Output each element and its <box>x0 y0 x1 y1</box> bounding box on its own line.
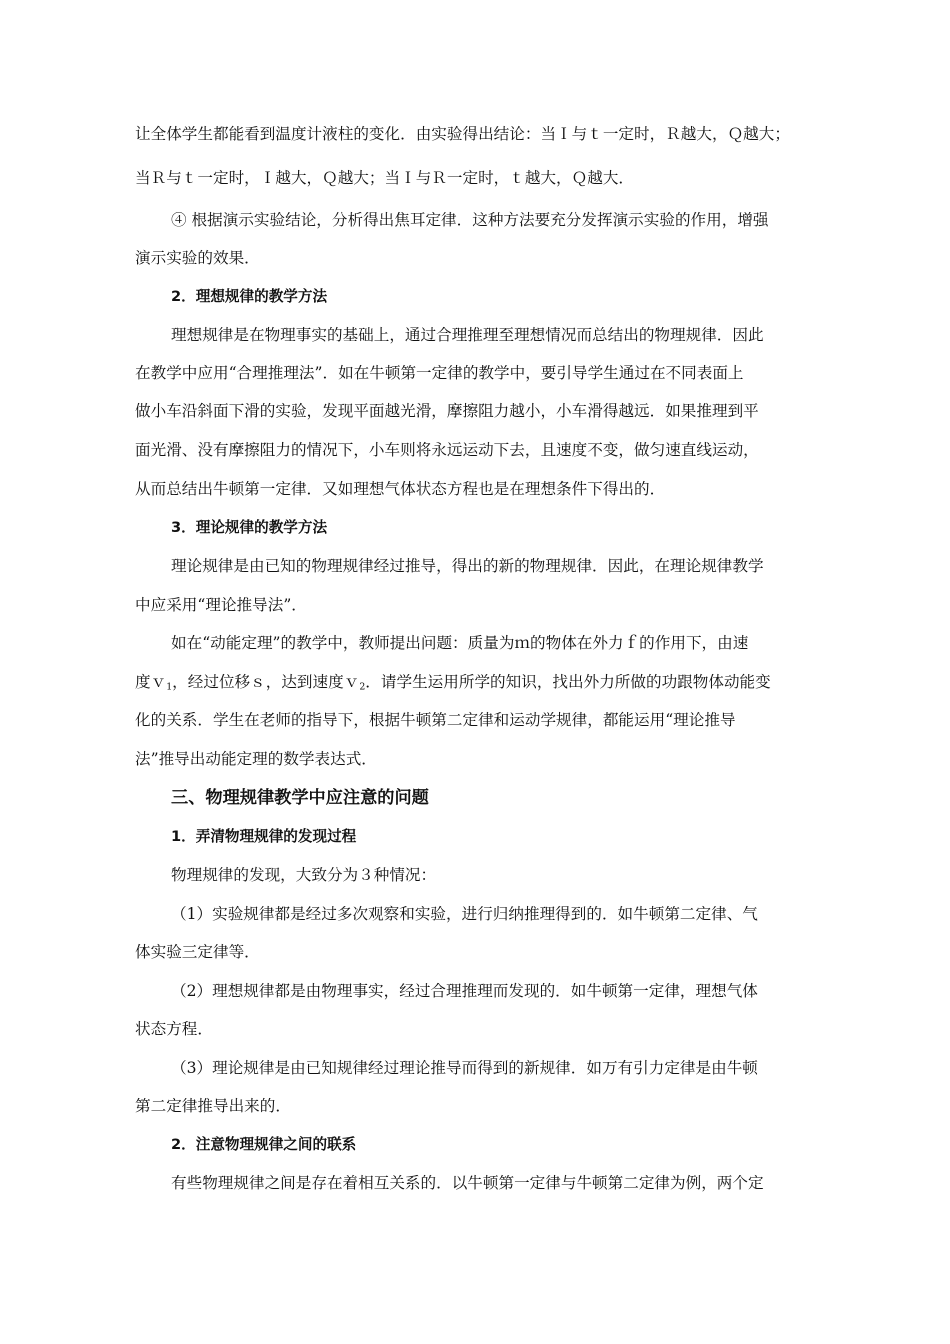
section-heading: 2．理想规律的教学方法 <box>171 288 328 305</box>
body-text-line: （1）实验规律都是经过多次观察和实验，进行归纳推理得到的．如牛顿第二定律、气 <box>171 905 758 923</box>
body-text-line: 演示实验的效果． <box>135 249 260 267</box>
body-text-line: ④ 根据演示实验结论，分析得出焦耳定律．这种方法要充分发挥演示实验的作用，增强 <box>171 211 769 229</box>
chapter-heading: 三、物理规律教学中应注意的问题 <box>171 788 429 808</box>
text-run: ．请学生运用所学的知识，找出外力所做的功跟物体动能变 <box>365 673 771 691</box>
body-text-line: 法”推导出动能定理的数学表达式． <box>135 750 377 768</box>
body-text-line: 在教学中应用“合理推理法”．如在牛顿第一定律的教学中，要引导学生通过在不同表面上 <box>135 364 744 382</box>
body-text-line: 物理规律的发现，大致分为３种情况： <box>171 866 437 884</box>
body-text-line: 状态方程． <box>135 1020 213 1038</box>
body-text-line <box>135 672 771 697</box>
body-text-line: 理想规律是在物理事实的基础上，通过合理推理至理想情况而总结出的物理规律．因此 <box>171 326 764 344</box>
text-run: 度ｖ <box>135 673 167 691</box>
body-text-line: 当Ｒ与ｔ一定时，Ｉ越大，Ｑ越大；当Ｉ与Ｒ一定时，ｔ越大，Ｑ越大． <box>135 169 635 187</box>
body-text-line: （2）理想规律都是由物理事实，经过合理推理而发现的．如牛顿第一定律，理想气体 <box>171 982 758 1000</box>
body-text-line: （3）理论规律是由已知规律经过理论推导而得到的新规律．如万有引力定律是由牛顿 <box>171 1059 758 1077</box>
body-text-line: 从而总结出牛顿第一定律．又如理想气体状态方程也是在理想条件下得出的． <box>135 480 666 498</box>
body-text-line: 面光滑、没有摩擦阻力的情况下，小车则将永远运动下去，且速度不变，做匀速直线运动， <box>135 441 759 459</box>
body-text-line: 理论规律是由已知的物理规律经过推导，得出的新的物理规律．因此，在理论规律教学 <box>171 557 764 575</box>
section-heading: 1．弄清物理规律的发现过程 <box>171 828 357 845</box>
body-text-line: 第二定律推导出来的． <box>135 1097 291 1115</box>
subscript: 1 <box>166 681 173 693</box>
body-text-line: 中应采用“理论推导法”． <box>135 596 307 614</box>
body-text-line: 化的关系．学生在老师的指导下，根据牛顿第二定律和运动学规律，都能运用“理论推导 <box>135 711 736 729</box>
section-heading: 2．注意物理规律之间的联系 <box>171 1136 357 1153</box>
text-run: ，经过位移ｓ，达到速度ｖ <box>172 673 360 691</box>
section-heading: 3．理论规律的教学方法 <box>171 519 328 536</box>
body-text-line: 做小车沿斜面下滑的实验，发现平面越光滑，摩擦阻力越小，小车滑得越远．如果推理到平 <box>135 402 759 420</box>
body-text-line: 体实验三定律等． <box>135 943 260 961</box>
body-text-line: 有些物理规律之间是存在着相互关系的．以牛顿第一定律与牛顿第二定律为例，两个定 <box>171 1174 764 1192</box>
subscript: 2 <box>359 681 366 693</box>
body-text-line: 让全体学生都能看到温度计液柱的变化．由实验得出结论：当Ｉ与ｔ一定时，Ｒ越大，Ｑ越大； <box>135 125 790 143</box>
body-text-line: 如在“动能定理”的教学中，教师提出问题：质量为ｍ的物体在外力ｆ的作用下，由速 <box>171 634 749 652</box>
